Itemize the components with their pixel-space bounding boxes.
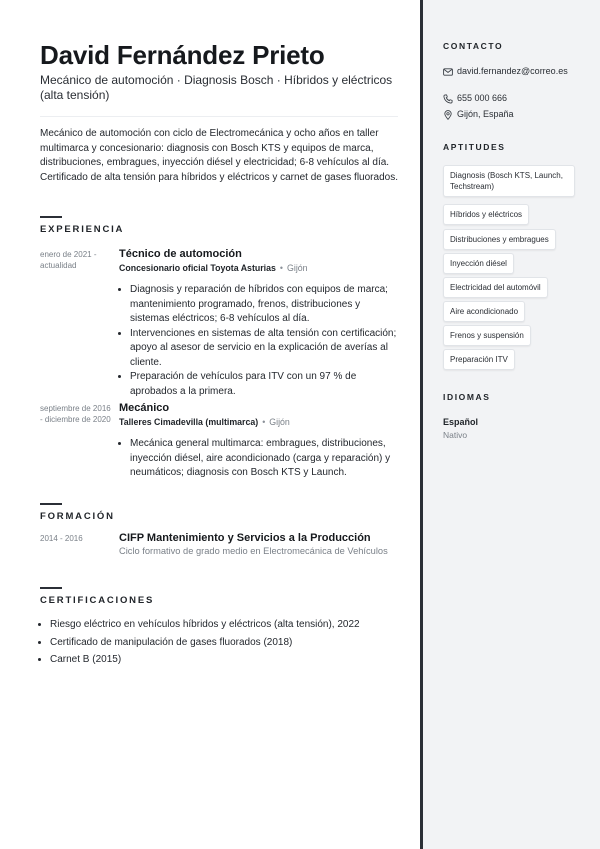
contact-email-text: david.fernandez@correo.es [457,66,568,76]
job-body [119,401,401,481]
education-accent-bar [40,503,62,505]
job-company-line [119,262,401,274]
skill-chip: Híbridos y eléctricos [443,204,529,225]
certification-item: • Riesgo eléctrico en vehículos híbridos y eléctricos (alta tensión), 2022 [50,616,410,634]
job-dates: septiembre de 2016 - diciembre de 2020 [40,404,111,424]
skill-chip: Aire acondicionado [443,301,525,322]
job-bullet: • Mecánica general multimarca: embragues, distribuciones, inyección diésel, aire acondicionado (carga y reparación) y neumáticos; diagnosis con Bosch KTS y Launch. [130,437,401,481]
job-location: Gijón [287,263,308,273]
languages-section-title: IDIOMAS [443,392,491,402]
job-dates: enero de 2021 - actualidad [40,250,97,270]
phone-icon [443,94,453,104]
skill-chip: Diagnosis (Bosch KTS, Launch, Techstream) [443,165,575,197]
job-title: Técnico de automoción [119,248,242,260]
headline: Mecánico de automoción · Diagnosis Bosch · Híbridos y eléctricos (alta tensión) [40,73,393,102]
job-company: Concesionario oficial Toyota Asturias [119,263,276,273]
certification-item: • Certificado de manipulación de gases fluorados (2018) [50,634,410,652]
contact-location [443,109,573,121]
contact-location-text: Gijón, España [457,109,514,119]
candidate-name: David Fernández Prieto [40,40,325,70]
skill-chip: Frenos y suspensión [443,325,531,346]
certifications-section-title: CERTIFICACIONES [40,595,155,606]
job-separator: • [262,417,266,427]
education-school: CIFP Mantenimiento y Servicios a la Producción [119,532,371,544]
job-company: Talleres Cimadevilla (multimarca) [119,417,259,427]
skill-chip: Distribuciones y embragues [443,229,556,250]
job-bullet: • Diagnosis y reparación de híbridos con equipos de marca; mantenimiento programado, frenos, distribuciones y sistemas eléctricos; 6-8 vehículos al día. [130,283,401,327]
job-location: Gijón [269,417,290,427]
contact-email[interactable] [443,66,573,90]
job-title: Mecánico [119,402,170,414]
education-section-title: FORMACIÓN [40,511,115,522]
job-bullets [119,283,401,399]
experience-accent-bar [40,216,62,218]
job-bullets [119,437,401,481]
education-detail: Ciclo formativo de grado medio en Electromecánica de Vehículos [119,546,388,556]
certifications-list [40,616,410,669]
contact-phone-text: 655 000 666 [457,93,508,103]
header-divider [40,116,398,117]
language-name: Español [443,417,479,427]
language-level: Nativo [443,430,468,440]
contact-phone[interactable] [443,93,573,105]
education-dates: 2014 - 2016 [40,534,83,543]
certifications-accent-bar [40,587,62,589]
job-bullet: • Intervenciones en sistemas de alta tensión con certificación; apoyo al asesor de servicio en la explicación de averías al cliente. [130,327,401,371]
contact-section-title: CONTACTO [443,41,504,51]
experience-section-title: EXPERIENCIA [40,224,125,235]
professional-summary: Mecánico de automoción con ciclo de Electromecánica y ocho años en taller multimarca y concesionario: diagnosis con Bosch KTS y equipos de marca, distribuciones, embragues, inyección diésel y electricidad; 6-8 vehículos al día. Certificado de alta tensión para híbridos y eléctricos y carnet de gases fluorados. [40,128,398,183]
skills-section-title: APTITUDES [443,142,506,152]
job-bullet: • Preparación de vehículos para ITV con un 97 % de aprobados a la primera. [130,370,401,399]
certification-item: • Carnet B (2015) [50,651,410,669]
skill-chip: Electricidad del automóvil [443,277,548,298]
job-separator: • [279,263,284,273]
mail-icon [443,67,453,77]
skill-chip: Preparación ITV [443,349,515,370]
job-company-line [119,416,401,428]
skill-chip: Inyección diésel [443,253,514,274]
job-body [119,247,401,399]
location-pin-icon [443,110,453,120]
